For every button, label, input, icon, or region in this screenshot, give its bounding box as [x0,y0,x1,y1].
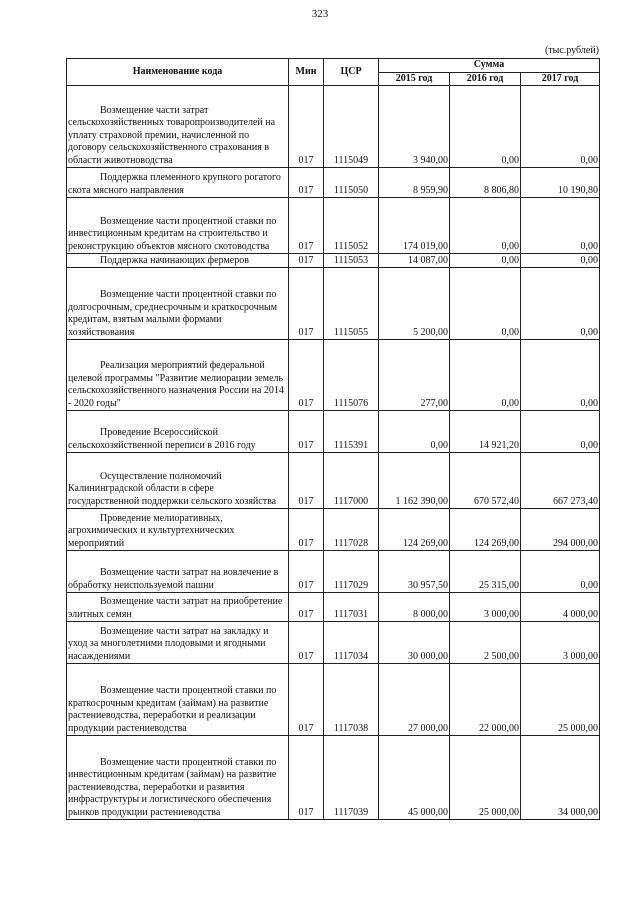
budget-table [66,58,600,820]
row-2017: 10 190,80 [521,168,600,198]
row-csr: 1117028 [324,509,379,551]
row-min: 017 [289,509,324,551]
row-2015: 124 269,00 [379,509,450,551]
row-csr: 1117029 [324,551,379,593]
row-2015: 3 940,00 [379,86,450,168]
row-name: Возмещение части процентной ставки по инвестиционным кредитам на строительство и реконструкцию объектов мясного скотоводства [67,198,289,254]
row-name: Поддержка племенного крупного рогатого скота мясного направления [67,168,289,198]
row-name: Поддержка начинающих фермеров [67,254,289,268]
row-min: 017 [289,168,324,198]
row-2017: 0,00 [521,198,600,254]
header-2017: 2017 год [521,72,600,86]
row-2017: 294 000,00 [521,509,600,551]
row-min: 017 [289,736,324,820]
row-2016: 2 500,00 [450,622,521,664]
row-name: Реализация мероприятий федеральной целевой программы "Развитие мелиорации земель сельскохозяйственного назначения России на 2014 - 2020 годы" [67,340,289,411]
row-csr: 1117034 [324,622,379,664]
row-2016: 0,00 [450,340,521,411]
row-min: 017 [289,453,324,509]
row-2015: 14 087,00 [379,254,450,268]
row-csr: 1115076 [324,340,379,411]
row-2016: 22 000,00 [450,664,521,736]
row-2015: 174 019,00 [379,198,450,254]
row-csr: 1115049 [324,86,379,168]
row-name: Возмещение части затрат на закладку и уход за многолетними плодовыми и ягодными насаждениями [67,622,289,664]
row-csr: 1117000 [324,453,379,509]
row-2016: 8 806,80 [450,168,521,198]
row-2015: 27 000,00 [379,664,450,736]
row-name: Возмещение части затрат сельскохозяйственных товаропроизводителей на уплату страховой премии, начисленной по договору сельскохозяйственного страхования в области животноводства [67,86,289,168]
row-2017: 667 273,40 [521,453,600,509]
row-min: 017 [289,268,324,340]
table-row [67,551,600,593]
row-2017: 34 000,00 [521,736,600,820]
row-csr: 1115391 [324,411,379,453]
table-row [67,168,600,198]
header-2015: 2015 год [379,72,450,86]
row-2016: 670 572,40 [450,453,521,509]
row-name: Возмещение части процентной ставки по долгосрочным, среднесрочным и краткосрочным кредитам, взятым малыми формами хозяйствования [67,268,289,340]
table-row [67,268,600,340]
row-csr: 1115055 [324,268,379,340]
row-2017: 0,00 [521,86,600,168]
row-min: 017 [289,551,324,593]
row-2017: 3 000,00 [521,622,600,664]
row-2015: 277,00 [379,340,450,411]
row-min: 017 [289,593,324,622]
table-row [67,453,600,509]
row-2017: 0,00 [521,254,600,268]
row-2017: 25 000,00 [521,664,600,736]
row-2015: 8 959,90 [379,168,450,198]
row-2016: 0,00 [450,86,521,168]
row-2015: 30 957,50 [379,551,450,593]
row-2017: 0,00 [521,268,600,340]
row-min: 017 [289,411,324,453]
row-csr: 1117038 [324,664,379,736]
row-csr: 1117039 [324,736,379,820]
row-min: 017 [289,622,324,664]
row-name: Возмещение части процентной ставки по инвестиционным кредитам (займам) на развитие растениеводства, переработки и развития инфраструктуры и логистического обеспечения рынков продукции растениеводства [67,736,289,820]
table-row [67,340,600,411]
row-2015: 8 000,00 [379,593,450,622]
row-2015: 1 162 390,00 [379,453,450,509]
row-csr: 1115052 [324,198,379,254]
header-min: Мин [289,59,324,86]
row-csr: 1115050 [324,168,379,198]
header-name: Наименование кода [67,59,289,86]
header-sum: Сумма [379,59,600,73]
row-min: 017 [289,340,324,411]
row-2016: 0,00 [450,198,521,254]
row-2017: 4 000,00 [521,593,600,622]
row-name: Проведение Всероссийской сельскохозяйственной переписи в 2016 году [67,411,289,453]
row-2016: 0,00 [450,268,521,340]
row-name: Возмещение части затрат на приобретение элитных семян [67,593,289,622]
row-2015: 30 000,00 [379,622,450,664]
row-name: Возмещение части процентной ставки по краткосрочным кредитам (займам) на развитие растениеводства, переработки и реализации продукции растениеводства [67,664,289,736]
row-2016: 25 000,00 [450,736,521,820]
row-min: 017 [289,198,324,254]
table-row [67,622,600,664]
row-2017: 0,00 [521,551,600,593]
row-2016: 124 269,00 [450,509,521,551]
row-2017: 0,00 [521,340,600,411]
row-2015: 45 000,00 [379,736,450,820]
page-number: 323 [311,8,329,20]
row-2016: 3 000,00 [450,593,521,622]
units-label: (тыс.рублей) [544,45,599,56]
row-min: 017 [289,254,324,268]
row-2016: 25 315,00 [450,551,521,593]
row-name: Возмещение части затрат на вовлечение в обработку неиспользуемой пашни [67,551,289,593]
row-min: 017 [289,86,324,168]
table-row [67,411,600,453]
table-row [67,254,600,268]
row-2015: 5 200,00 [379,268,450,340]
row-csr: 1117031 [324,593,379,622]
row-name: Проведение мелиоративных, агрохимических и культуртехнических мероприятий [67,509,289,551]
row-2015: 0,00 [379,411,450,453]
table-row [67,736,600,820]
table-row [67,509,600,551]
header-2016: 2016 год [450,72,521,86]
row-2017: 0,00 [521,411,600,453]
table-row [67,198,600,254]
row-2016: 14 921,20 [450,411,521,453]
row-csr: 1115053 [324,254,379,268]
header-csr: ЦСР [324,59,379,86]
row-2016: 0,00 [450,254,521,268]
table-row [67,86,600,168]
row-name: Осуществление полномочий Калининградской области в сфере государственной поддержки сельского хозяйства [67,453,289,509]
table-row [67,664,600,736]
row-min: 017 [289,664,324,736]
table-row [67,593,600,622]
